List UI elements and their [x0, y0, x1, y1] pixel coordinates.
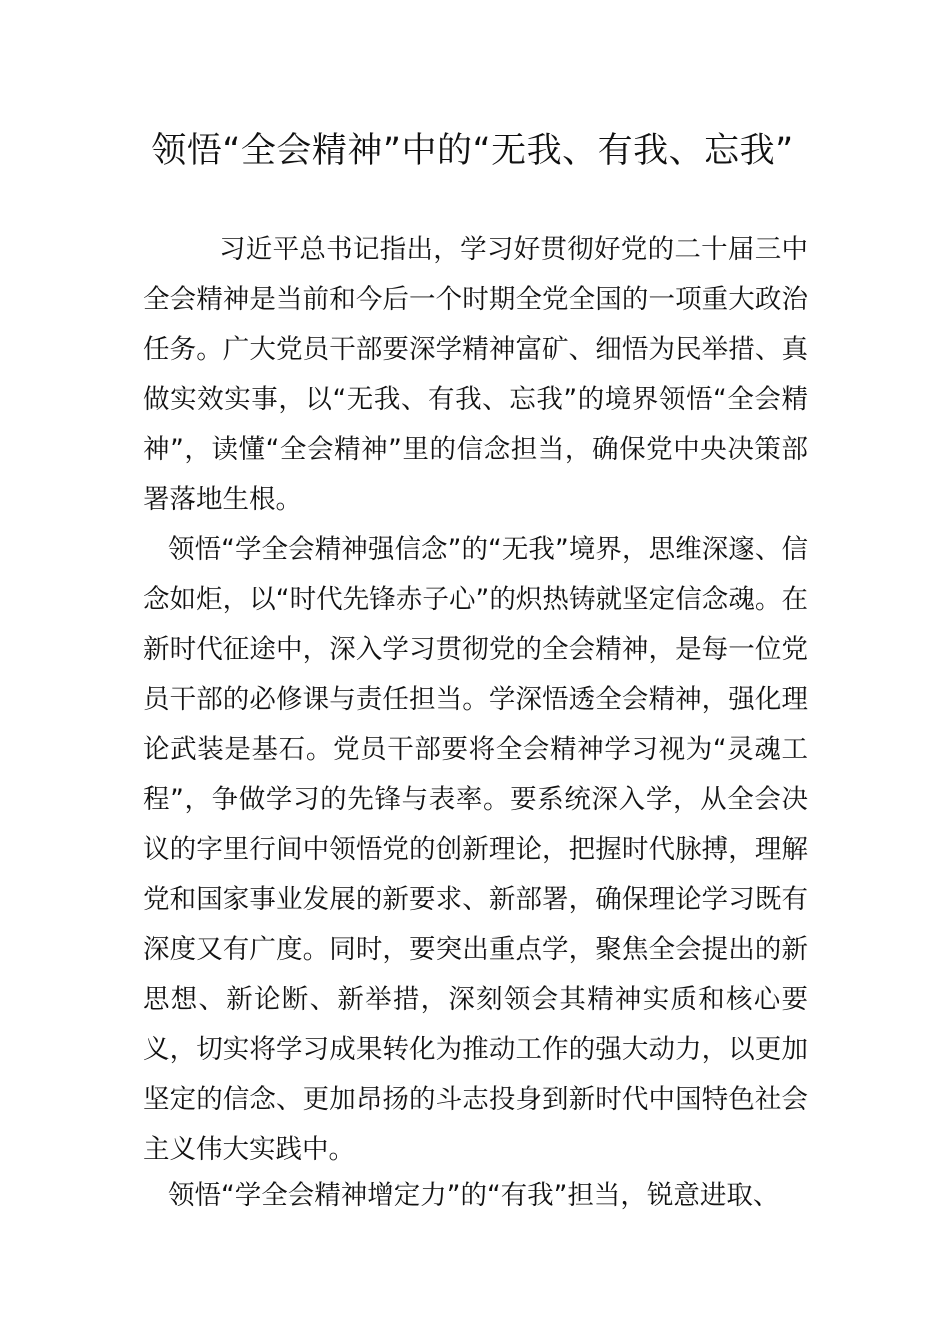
paragraph-youwo: 领悟“学全会精神增定力”的“有我”担当，锐意进取、: [168, 1180, 780, 1211]
document-title: 领悟“全会精神”中的“无我、有我、忘我”: [151, 131, 794, 171]
paragraph-wuwo: 领悟“学全会精神强信念”的“无我”境界，思维深邃、信念如炬，以“时代先锋赤子心”的炽热铸就坚定信念魂。在新时代征途中，深入学习贯彻党的全会精神，是每一位党员干部的必修课与责任担当。学深悟透全会精神，强化理论武装是基石。党员干部要将全会精神学习视为“灵魂工程”，争做学习的先锋与表率。要系统深入学，从全会决议的字里行间中领悟党的创新理论，把握时代脉搏，理解党和国家事业发展的新要求、新部署，确保理论学习既有深度又有广度。同时，要突出重点学，聚焦全会提出的新思想、新论断、新举措，深刻领会其精神实质和核心要义，切实将学习成果转化为推动工作的强大动力，以更加坚定的信念、更加昂扬的斗志投身到新时代中国特色社会主义伟大实践中。: [143, 534, 808, 1165]
paragraph-intro: 习近平总书记指出，学习好贯彻好党的二十届三中全会精神是当前和今后一个时期全党全国的一项重大政治任务。广大党员干部要深学精神富矿、细悟为民举措、真做实效实事，以“无我、有我、忘我”的境界领悟“全会精神”，读懂“全会精神”里的信念担当，确保党中央决策部署落地生根。: [143, 234, 808, 515]
